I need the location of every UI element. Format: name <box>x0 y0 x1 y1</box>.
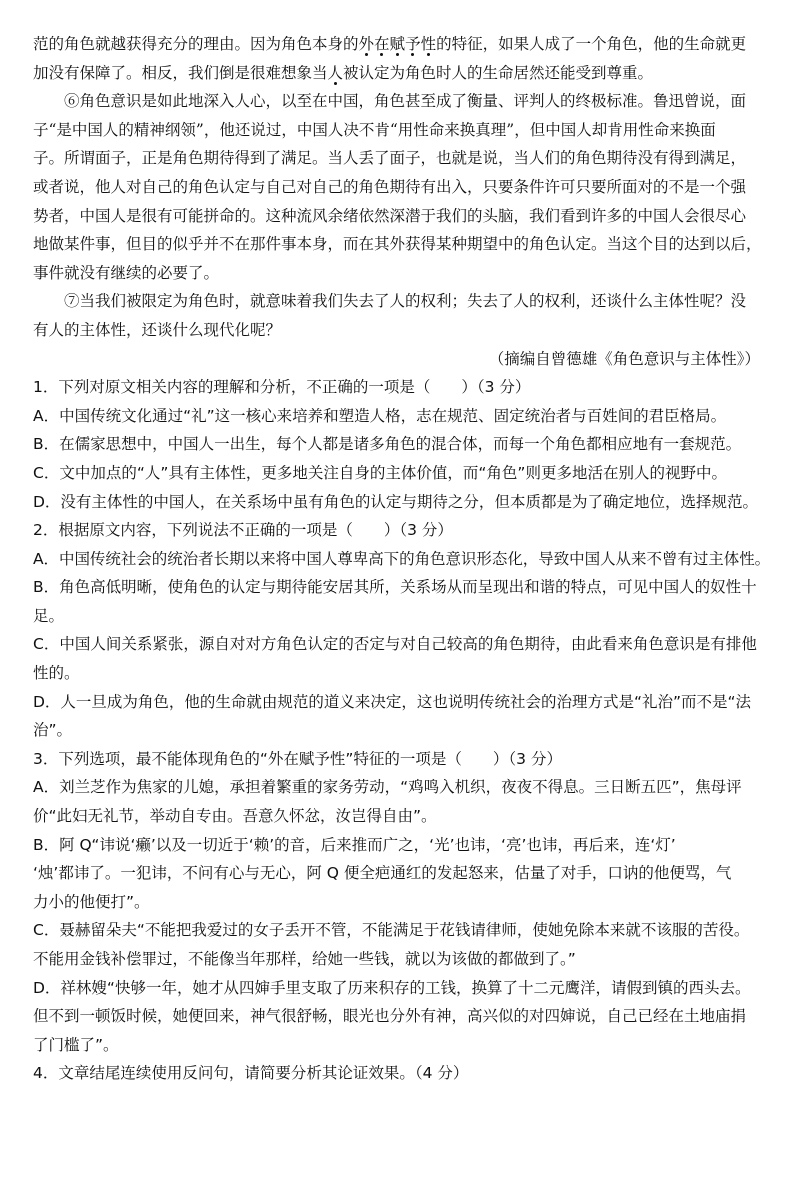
option-b-cont: 力小的他便打”。 <box>33 892 150 911</box>
text-line: 子。所谓面子，正是角色期待得到了满足。当人丢了面子，也就是说，当人们的角色期待没有得到满足， <box>33 149 747 168</box>
option-c: C．文中加点的“人”具有主体性，更多地关注自身的主体价值，而“角色”则更多地活在别人的视野中。 <box>33 463 727 482</box>
option-c: C．聂赫留朵夫“不能把我爱过的女子丢开不管，不能满足于花钱请律师，使她免除本来就不该服的苦役。 <box>33 921 750 940</box>
option-c-cont: 不能用金钱补偿罪过，不能像当年那样，给她一些钱，就以为该做的都做到了。” <box>33 950 576 968</box>
question-4 <box>33 1059 770 1088</box>
option-d-cont: 治”。 <box>33 721 73 740</box>
option-c-cont: 性的。 <box>33 664 80 683</box>
option-d-cont: 了门槛了”。 <box>33 1035 119 1054</box>
text-line: ⑥角色意识是如此地深入人心，以至在中国，角色甚至成了衡量、评判人的终极标准。鲁迅曾说，面 <box>64 92 747 111</box>
option-d: D．祥林嫂“快够一年，她才从四婶手里支取了历来积存的工钱，换算了十二元鹰洋，请假到镇的西头去。 <box>33 978 751 997</box>
passage-paragraph-5-continued <box>33 30 770 87</box>
emphasis-char: 在 <box>374 35 390 53</box>
text-prefix: 范的角色就越获得充分的理由。因为角色本身的 <box>33 35 359 53</box>
option-a-cont: 价“此妇无礼节，举动自专由。吾意久怀忿，汝岂得自由”。 <box>33 807 437 826</box>
text-line: ⑦当我们被限定为角色时，就意味着我们失去了人的权利；失去了人的权利，还谈什么主体性呢？没 <box>64 292 747 311</box>
emphasis-char: 予 <box>405 35 421 53</box>
option-a: A．刘兰芝作为焦家的儿媳，承担着繁重的家务劳动，“鸡鸣入机织，夜夜不得息。三日断五匹”，焦母评 <box>33 778 742 797</box>
option-d: D．没有主体性的中国人，在关系场中虽有角色的认定与期待之分，但本质都是为了确定地位，选择规范。 <box>33 492 758 511</box>
passage-source: （摘编自曾德雄《角色意识与主体性》） <box>488 349 760 368</box>
emphasis-char: 人 <box>327 63 344 82</box>
option-b: B．在儒家思想中，中国人一出生，每个人都是诸多角色的混合体，而每一个角色都相应地有一套规范。 <box>33 435 742 454</box>
text-line: 事件就没有继续的必要了。 <box>33 263 220 282</box>
text-line <box>33 59 770 88</box>
text-line: 有人的主体性，还谈什么现代化呢？ <box>33 320 282 339</box>
text-line <box>33 30 770 59</box>
option-a: A．中国传统文化通过“礼”这一核心来培养和塑造人格，志在规范、固定统治者与百姓间的君臣格局。 <box>33 406 727 425</box>
question-3 <box>33 745 770 1060</box>
option-b-cont: ‘烛’都讳了。一犯讳，不问有心与无心，阿 Q 便全疤通红的发起怒来，估量了对手，口讷的他便骂，气 <box>33 864 732 883</box>
option-d-cont: 但不到一顿饭时候，她便回来，神气很舒畅，眼光也分外有神，高兴似的对四婶说，自己已经在土地庙捐 <box>33 1007 747 1026</box>
text-suffix: 的特征，如果人成了一个角色，他的生命就更 <box>436 35 747 53</box>
question-stem: 3．下列选项，最不能体现角色的“外在赋予性”特征的一项是（ ）（3 分） <box>33 749 562 768</box>
option-a: A．中国传统社会的统治者长期以来将中国人尊卑高下的角色意识形态化，导致中国人从来不曾有过主体性。 <box>33 549 771 568</box>
passage-paragraph-7 <box>33 287 770 344</box>
emphasis-char: 外 <box>358 35 375 53</box>
text-line: 地做某件事，但目的似乎并不在那件事本身，而在其外获得某种期望中的角色认定。当这个目的达到以后， <box>33 235 762 254</box>
question-stem: 1．下列对原文相关内容的理解和分析，不正确的一项是（ ）（3 分） <box>33 378 531 397</box>
text-prefix: 加没有保障了。相反，我们倒是很难想象当 <box>33 63 328 82</box>
emphasis-char: 赋 <box>389 35 406 53</box>
text-line: 或者说，他人对自己的角色认定与自己对自己的角色期待有出入，只要条件许可只要所面对的不是一个强 <box>33 177 747 196</box>
text-line: 势者，中国人是很有可能拼命的。这种流风余绪依然深潜于我们的头脑，我们看到许多的中国人会很尽心 <box>33 206 747 225</box>
question-2 <box>33 516 770 745</box>
question-stem: 2．根据原文内容，下列说法不正确的一项是（ ）（3 分） <box>33 521 453 540</box>
question-1 <box>33 373 770 516</box>
option-b: B．阿 Q“讳说‘癞’以及一切近于‘赖’的音，后来推而广之，‘光’也讳，‘亮’也讳，再后来，连‘灯’ <box>33 835 676 854</box>
question-stem: 4．文章结尾连续使用反问句，请简要分析其论证效果。（4 分） <box>33 1064 469 1083</box>
emphasis-char: 性 <box>420 35 437 53</box>
option-b: B．角色高低明晰，使角色的认定与期待能安居其所，关系场从而呈现出和谐的特点，可见中国人的奴性十 <box>33 578 757 597</box>
passage-paragraph-6 <box>33 87 770 287</box>
option-d: D．人一旦成为角色，他的生命就由规范的道义来决定，这也说明传统社会的治理方式是“礼治”而不是“法 <box>33 692 752 711</box>
option-c: C．中国人间关系紧张，源自对对方角色认定的否定与对自己较高的角色期待，由此看来角色意识是有排他 <box>33 635 757 654</box>
option-b-cont: 足。 <box>33 606 65 625</box>
text-line: 子“是中国人的精神纲领”，他还说过，中国人决不肯“用性命来换真理”，但中国人却肯用性命来换面 <box>33 120 716 139</box>
text-suffix: 被认定为角色时人的生命居然还能受到尊重。 <box>343 63 654 82</box>
